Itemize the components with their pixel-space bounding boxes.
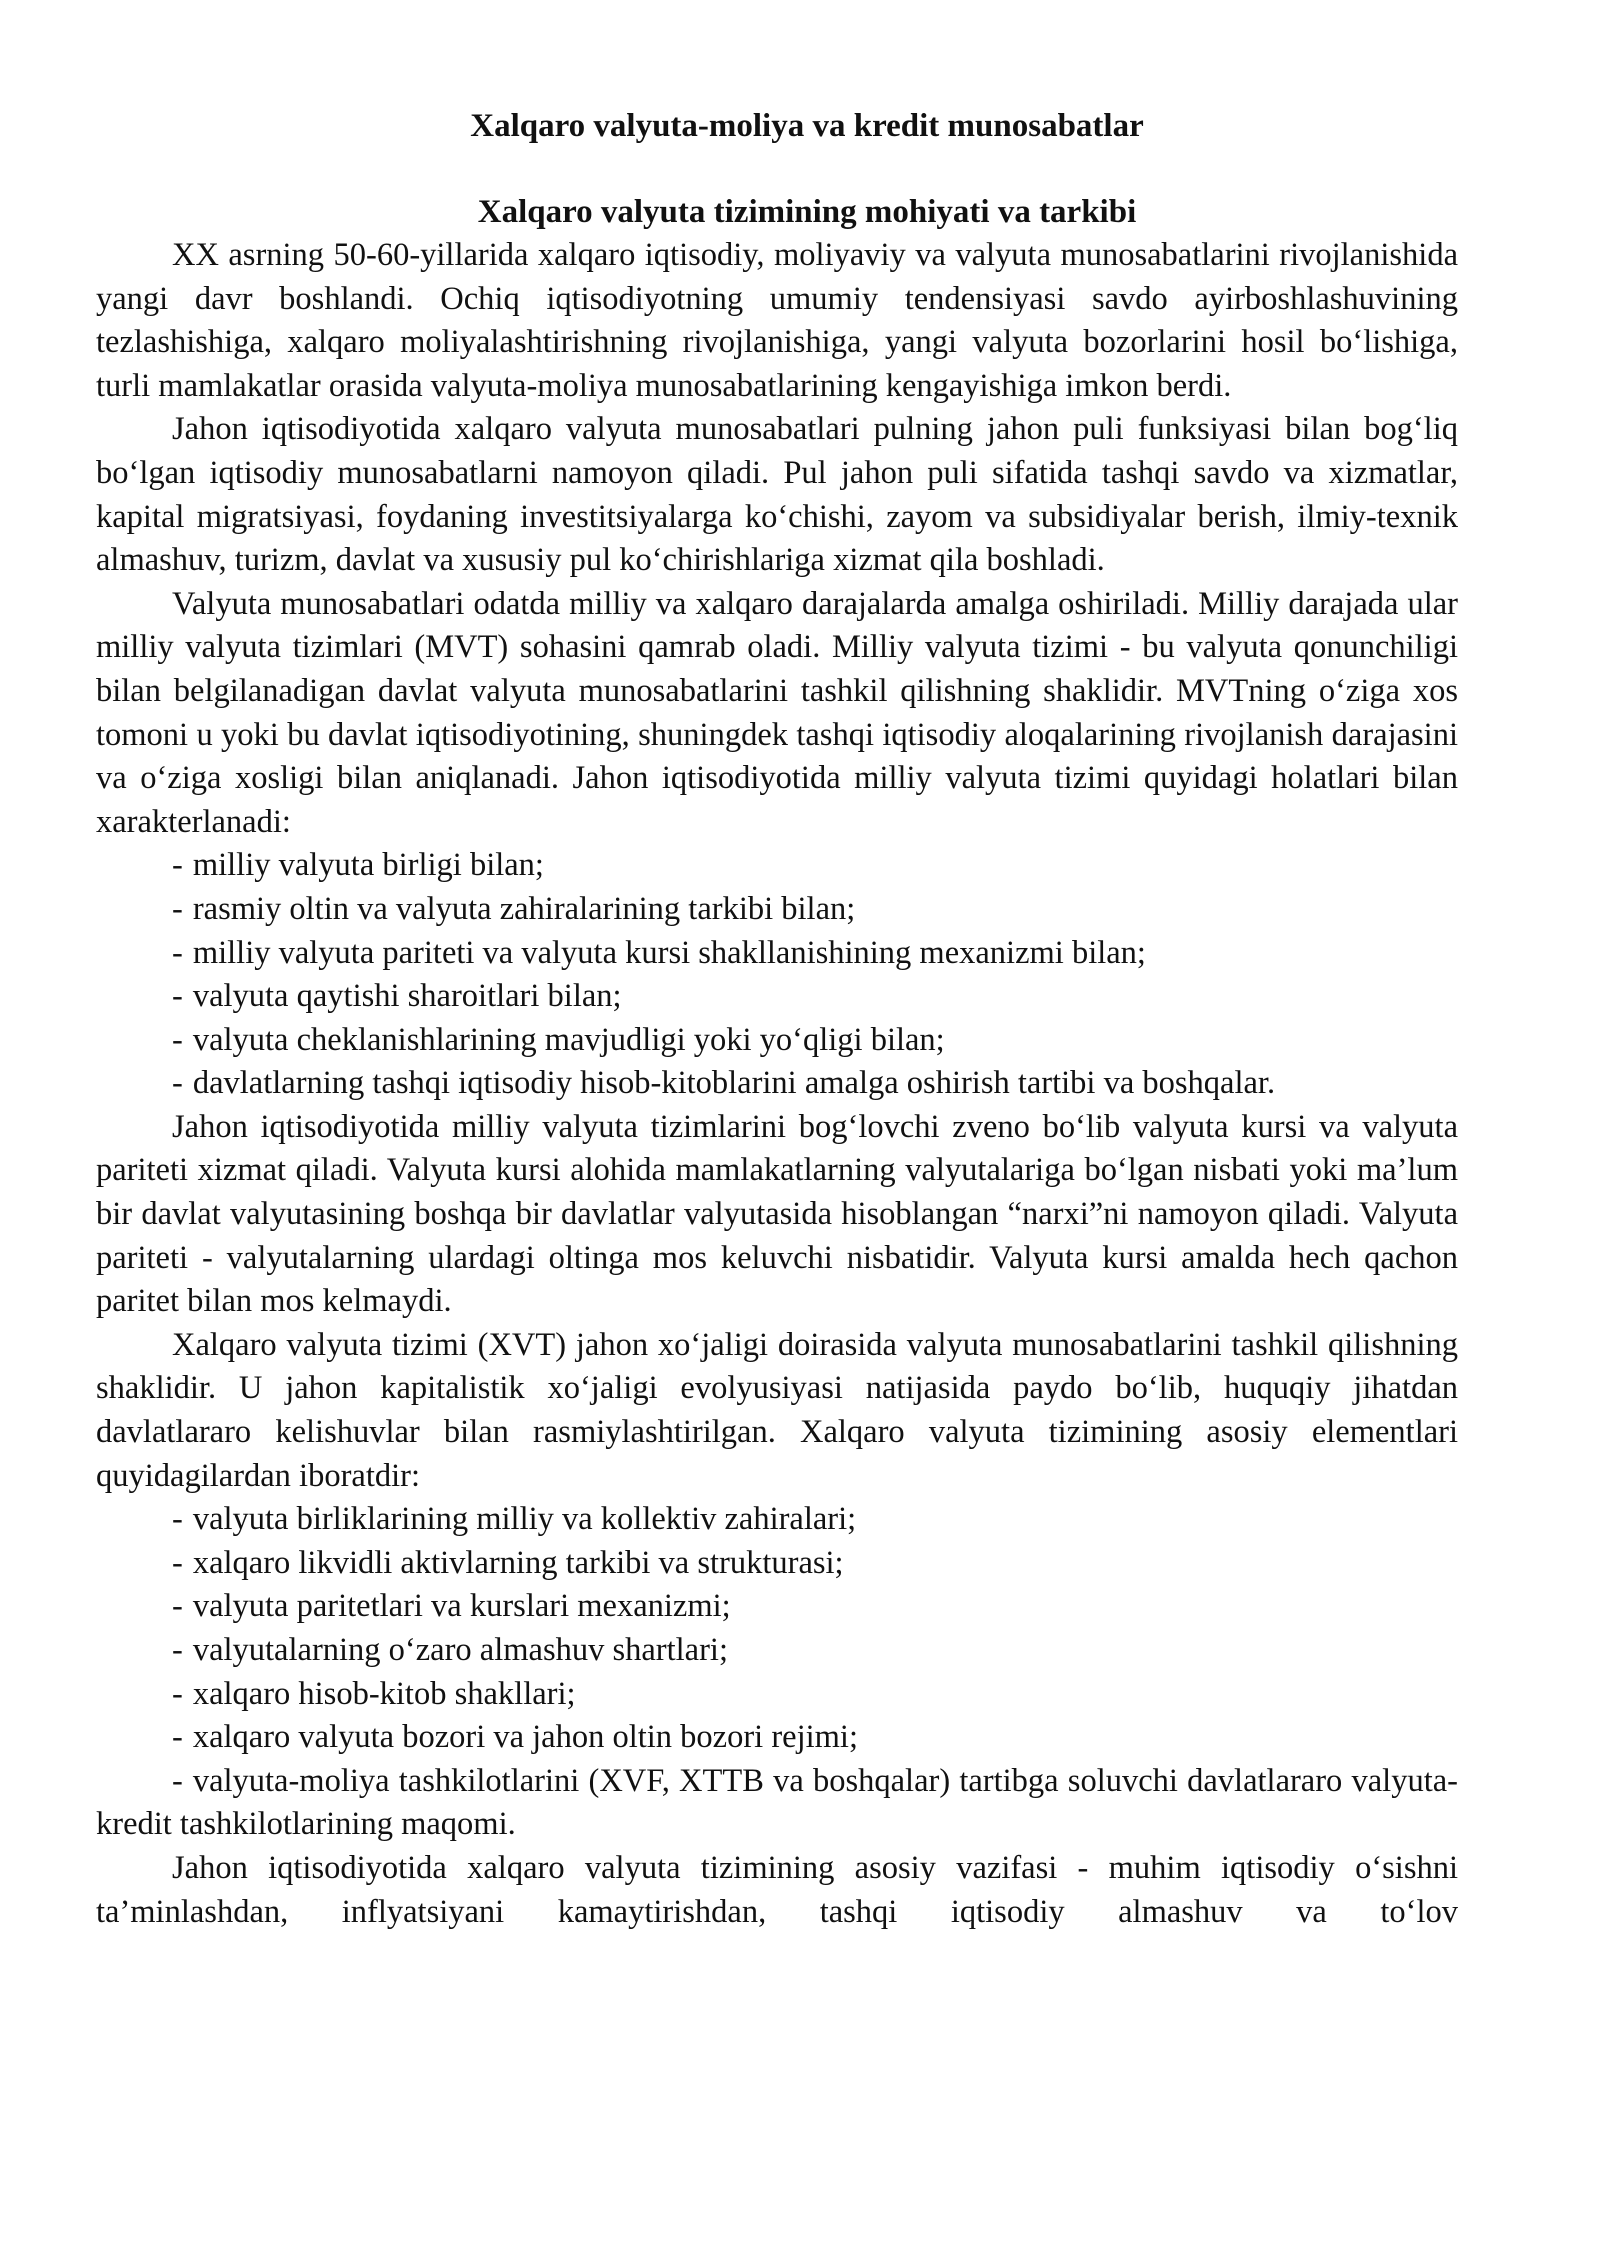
- list-dash: -: [172, 934, 183, 971]
- list-dash: -: [172, 1501, 183, 1538]
- paragraph: XX asrning 50-60-yillarida xalqaro iqtisodiy, moliyaviy va valyuta munosabatlarini rivojlanishida yangi davr boshlandi. Ochiq iqtisodiyotning umumiy tendensiyasi savdo ayirboshlashuvining tezlashishiga, xalqaro moliyalashtirishning rivojlanishiga, yangi valyuta bozorlarini hosil bo‘lishiga, turli mamlakatlar orasida valyuta-moliya munosabatlarining kengayishiga imkon berdi.: [96, 237, 1458, 404]
- list-dash: -: [172, 1065, 183, 1102]
- elements-list: [96, 1498, 1458, 1847]
- paragraph: Jahon iqtisodiyotida xalqaro valyuta munosabatlari pulning jahon puli funksiyasi bilan bog‘liq bo‘lgan iqtisodiy munosabatlarni namoyon qiladi. Pul jahon puli sifatida tashqi savdo va xizmatlar, kapital migratsiyasi, foydaning investitsiyalarga ko‘chishi, zayom va subsidiyalar berish, ilmiy-texnik almashuv, turizm, davlat va xususiy pul ko‘chirishlariga xizmat qila boshladi.: [96, 411, 1458, 579]
- paragraph: Valyuta munosabatlari odatda milliy va xalqaro darajalarda amalga oshiriladi. Milliy darajada ular milliy valyuta tizimlari (MVT) sohasini qamrab oladi. Milliy valyuta tizimi - bu valyuta qonunchiligi bilan belgilanadigan davlat valyuta munosabatlarini tashkil qilishning shaklidir. MVTning o‘ziga xos tomoni u yoki bu davlat iqtisodiyotining, shuningdek tashqi iqtisodiy aloqalarining rivojlanish darajasini va o‘ziga xosligi bilan aniqlanadi. Jahon iqtisodiyotida milliy valyuta tizimi quyidagi holatlari bilan xarakterlanadi:: [96, 585, 1458, 840]
- list-item: - xalqaro hisob-kitob shakllari;: [172, 1675, 576, 1712]
- list-item: - milliy valyuta birligi bilan;: [172, 847, 544, 884]
- list-item: - valyuta birliklarining milliy va kollektiv zahiralari;: [172, 1501, 857, 1538]
- list-dash: -: [172, 1544, 183, 1581]
- list-dash: -: [172, 1762, 183, 1799]
- list-item: - davlatlarning tashqi iqtisodiy hisob-kitoblarini amalga oshirish tartibi va boshqalar.: [172, 1065, 1276, 1102]
- paragraph: Xalqaro valyuta tizimi (XVT) jahon xo‘jaligi doirasida valyuta munosabatlarini tashkil qilishning shaklidir. U jahon kapitalistik xo‘jaligi evolyusiyasi natijasida paydo bo‘lib, huquqiy jihatdan davlatlararo kelishuvlar bilan rasmiylashtirilgan. Xalqaro valyuta tizimining asosiy elementlari quyidagilardan iboratdir:: [96, 1326, 1458, 1494]
- document-body: [96, 234, 1458, 1934]
- list-item: - valyuta-moliya tashkilotlarini (XVF, XTTB va boshqalar) tartibga soluvchi davlatlararo valyuta-kredit tashkilotlarining maqomi.: [96, 1762, 1458, 1843]
- list-dash: -: [172, 1719, 183, 1756]
- list-dash: -: [172, 1588, 183, 1625]
- paragraph: Jahon iqtisodiyotida xalqaro valyuta tizimining asosiy vazifasi - muhim iqtisodiy o‘sishni ta’minlashdan, inflyatsiyani kamaytirishdan, tashqi iqtisodiy almashuv va to‘lov: [96, 1849, 1458, 1930]
- list-item: - valyuta paritetlari va kurslari mexanizmi;: [172, 1588, 731, 1625]
- list-dash: -: [172, 1675, 183, 1712]
- document-page: [96, 104, 1458, 1934]
- document-title: Xalqaro valyuta-moliya va kredit munosabatlar: [470, 108, 1144, 144]
- list-dash: -: [172, 890, 183, 927]
- list-item: - valyuta qaytishi sharoitlari bilan;: [172, 978, 622, 1015]
- list-item: - milliy valyuta pariteti va valyuta kursi shakllanishining mexanizmi bilan;: [172, 934, 1146, 971]
- list-item: - valyuta cheklanishlarining mavjudligi yoki yo‘qligi bilan;: [172, 1021, 945, 1058]
- section-heading: Xalqaro valyuta tizimining mohiyati va tarkibi: [477, 194, 1137, 230]
- features-list: [96, 844, 1458, 1106]
- list-dash: -: [172, 847, 183, 884]
- list-dash: -: [172, 1632, 183, 1668]
- list-dash: -: [172, 978, 183, 1015]
- paragraph: Jahon iqtisodiyotida milliy valyuta tizimlarini bog‘lovchi zveno bo‘lib valyuta kursi va valyuta pariteti xizmat qiladi. Valyuta kursi alohida mamlakatlarning valyutalariga bo‘lgan nisbati yoki ma’lum bir davlat valyutasining boshqa bir davlatlar valyutasida hisoblangan “narxi”ni namoyon qiladi. Valyuta pariteti - valyutalarning ulardagi oltinga mos keluvchi nisbatidir. Valyuta kursi amalda hech qachon paritet bilan mos kelmaydi.: [96, 1108, 1458, 1320]
- list-item: - xalqaro likvidli aktivlarning tarkibi va strukturasi;: [172, 1544, 844, 1581]
- list-item: - xalqaro valyuta bozori va jahon oltin bozori rejimi;: [172, 1719, 858, 1756]
- list-dash: -: [172, 1021, 183, 1058]
- list-item: - rasmiy oltin va valyuta zahiralarining tarkibi bilan;: [172, 890, 856, 927]
- list-item: - valyutalarning o‘zaro almashuv shartlari;: [172, 1632, 728, 1668]
